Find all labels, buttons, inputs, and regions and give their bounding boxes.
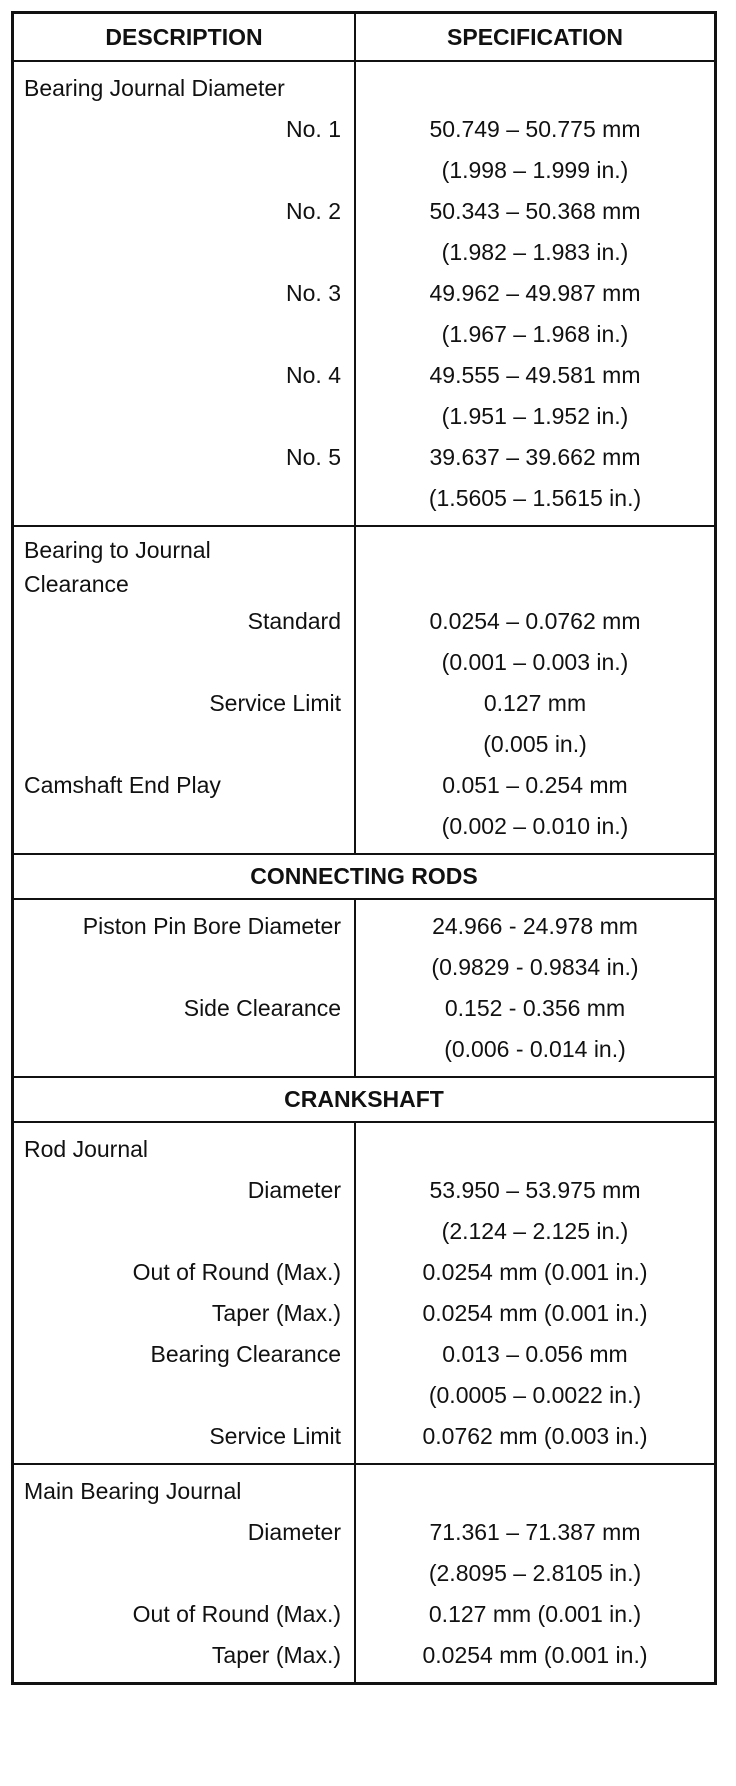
- journal-5-in: (1.5605 – 1.5615 in.): [428, 485, 642, 511]
- pin-bore-in: (0.9829 - 0.9834 in.): [431, 954, 639, 980]
- main-diameter-label: Diameter: [247, 1519, 341, 1545]
- header-description: DESCRIPTION: [14, 14, 356, 60]
- journal-label-1: No. 1: [286, 116, 341, 142]
- rod-bearing-clearance-in: (0.0005 – 0.0022 in.): [428, 1382, 642, 1408]
- standard-mm: 0.0254 – 0.0762 mm: [429, 608, 641, 634]
- journal-2-mm: 50.343 – 50.368 mm: [429, 198, 641, 224]
- journal-3-in: (1.967 – 1.968 in.): [441, 321, 629, 347]
- end-play-mm: 0.051 – 0.254 mm: [442, 772, 628, 798]
- rod-journal-specs: [356, 1123, 714, 1463]
- journal-1-mm: 50.749 – 50.775 mm: [429, 116, 641, 142]
- rod-service-limit-label: Service Limit: [209, 1423, 341, 1449]
- main-journal-block: [14, 1463, 714, 1682]
- end-play-label: Camshaft End Play: [24, 772, 221, 798]
- rod-out-of-round-label: Out of Round (Max.): [132, 1259, 341, 1285]
- table-header: [14, 14, 714, 60]
- journal-1-in: (1.998 – 1.999 in.): [441, 157, 629, 183]
- pin-bore-mm: 24.966 - 24.978 mm: [432, 913, 638, 939]
- spec-table: [11, 11, 717, 1685]
- main-journal-title: Main Bearing Journal: [24, 1478, 242, 1504]
- camshaft-specs: [356, 62, 714, 525]
- side-clearance-label: Side Clearance: [183, 995, 341, 1021]
- main-journal-specs: [356, 1465, 714, 1682]
- main-out-of-round-value: 0.127 mm (0.001 in.): [428, 1601, 642, 1627]
- journal-3-mm: 49.962 – 49.987 mm: [429, 280, 641, 306]
- rod-journal-block: [14, 1121, 714, 1463]
- clearance-block: [14, 525, 714, 853]
- clearance-title-line-1: Bearing to Journal: [24, 537, 211, 563]
- service-limit-label: Service Limit: [209, 690, 341, 716]
- rods-descriptions: [14, 900, 356, 1076]
- pin-bore-label: Piston Pin Bore Diameter: [82, 913, 341, 939]
- rod-taper-value: 0.0254 mm (0.001 in.): [422, 1300, 648, 1326]
- connecting-rods-heading: CONNECTING RODS: [14, 853, 714, 898]
- journal-2-in: (1.982 – 1.983 in.): [441, 239, 629, 265]
- journal-label-2: No. 2: [286, 198, 341, 224]
- main-diameter-mm: 71.361 – 71.387 mm: [429, 1519, 641, 1545]
- connecting-rods-block: [14, 898, 714, 1076]
- rod-bearing-clearance-label: Bearing Clearance: [150, 1341, 341, 1367]
- clearance-specs: [356, 527, 714, 853]
- rod-out-of-round-value: 0.0254 mm (0.001 in.): [422, 1259, 648, 1285]
- service-limit-mm: 0.127 mm: [483, 690, 587, 716]
- journal-label-3: No. 3: [286, 280, 341, 306]
- clearance-title-line-2: Clearance: [24, 571, 129, 597]
- side-clearance-in: (0.006 - 0.014 in.): [444, 1036, 626, 1062]
- rod-diameter-mm: 53.950 – 53.975 mm: [429, 1177, 641, 1203]
- journal-5-mm: 39.637 – 39.662 mm: [429, 444, 641, 470]
- camshaft-descriptions: [14, 62, 356, 525]
- journal-diameter-title: Bearing Journal Diameter: [24, 75, 285, 101]
- side-clearance-mm: 0.152 - 0.356 mm: [444, 995, 626, 1021]
- rod-diameter-in: (2.124 – 2.125 in.): [441, 1218, 629, 1244]
- main-journal-descriptions: [14, 1465, 356, 1682]
- main-taper-label: Taper (Max.): [211, 1642, 341, 1668]
- clearance-descriptions: [14, 527, 356, 853]
- main-diameter-in: (2.8095 – 2.8105 in.): [428, 1560, 642, 1586]
- camshaft-block: [14, 60, 714, 525]
- rod-journal-title: Rod Journal: [24, 1136, 149, 1162]
- rods-specs: [356, 900, 714, 1076]
- journal-4-mm: 49.555 – 49.581 mm: [429, 362, 641, 388]
- rod-diameter-label: Diameter: [247, 1177, 341, 1203]
- journal-label-5: No. 5: [286, 444, 341, 470]
- main-taper-value: 0.0254 mm (0.001 in.): [422, 1642, 648, 1668]
- standard-label: Standard: [247, 608, 341, 634]
- standard-in: (0.001 – 0.003 in.): [441, 649, 629, 675]
- service-limit-in: (0.005 in.): [483, 731, 587, 757]
- journal-4-in: (1.951 – 1.952 in.): [441, 403, 629, 429]
- end-play-in: (0.002 – 0.010 in.): [441, 813, 629, 839]
- rod-bearing-clearance-mm: 0.013 – 0.056 mm: [442, 1341, 628, 1367]
- crankshaft-heading: CRANKSHAFT: [14, 1076, 714, 1121]
- rod-journal-descriptions: [14, 1123, 356, 1463]
- main-out-of-round-label: Out of Round (Max.): [132, 1601, 341, 1627]
- rod-taper-label: Taper (Max.): [211, 1300, 341, 1326]
- journal-label-4: No. 4: [286, 362, 341, 388]
- rod-service-limit-value: 0.0762 mm (0.003 in.): [422, 1423, 648, 1449]
- header-specification: SPECIFICATION: [447, 23, 623, 50]
